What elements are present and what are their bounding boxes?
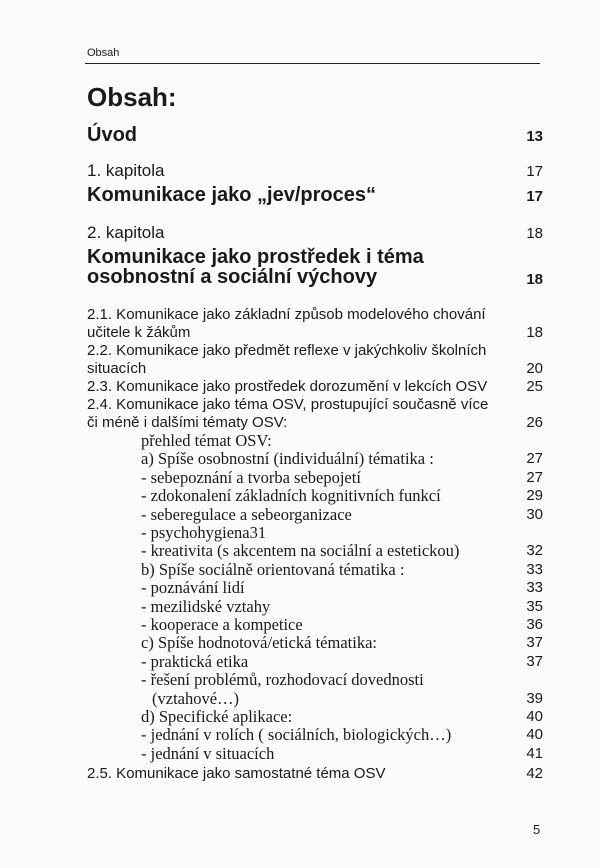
toc-uvod: Úvod (87, 124, 137, 146)
toc-subentry: - jednání v rolích ( sociálních, biologických…) (141, 725, 452, 745)
toc-2-1-line2: učitele k žákům (87, 324, 191, 341)
toc-2-5: 2.5. Komunikace jako samostatné téma OSV (87, 765, 386, 782)
toc-subentry: - kreativita (s akcentem na sociální a estetickou) (141, 541, 460, 561)
toc-subentry: c) Spíše hodnotová/etická tématika: (141, 633, 377, 653)
toc-ch1-title: Komunikace jako „jev/proces“ (87, 184, 377, 206)
toc-subentry-page: 30 (526, 505, 543, 523)
toc-subentry-page: 27 (526, 468, 543, 486)
toc-subentry: - psychohygiena31 (141, 523, 267, 542)
toc-2-4-line2: či méně i dalšími tématy OSV: (87, 414, 288, 431)
toc-subentry-page: 41 (526, 744, 543, 762)
toc-2-4-page: 26 (526, 414, 543, 431)
toc-subentry: d) Specifické aplikace: (141, 707, 293, 726)
toc-2-2-line1: 2.2. Komunikace jako předmět reflexe v jakýchkoliv školních (87, 342, 487, 359)
page-number: 5 (533, 822, 541, 837)
toc-subentry-page: 33 (526, 579, 543, 597)
toc-subentry: - sebepoznání a tvorba sebepojetí (141, 467, 361, 487)
toc-ch1-label: 1. kapitola (87, 161, 165, 180)
toc-ch2-label-page: 18 (526, 225, 543, 242)
toc-subentry: - mezilidské vztahy (141, 596, 271, 616)
toc-subentry-page: 39 (526, 689, 543, 707)
toc-subentry-page: 40 (526, 708, 543, 725)
toc-ch2-title-line1: Komunikace jako prostředek i téma (87, 246, 424, 268)
toc-2-3-page: 25 (526, 378, 543, 395)
toc-subentry-page: 27 (526, 450, 543, 468)
toc-ch2-title-page: 18 (526, 271, 543, 288)
toc-subentry: - poznávání lidí (141, 578, 245, 598)
toc-subentry-page: 37 (526, 652, 543, 670)
toc-subentry-page: 33 (526, 560, 543, 578)
toc-2-1-line1: 2.1. Komunikace jako základní způsob modelového chování (87, 306, 486, 323)
toc-subentry: (vztahové…) (152, 688, 240, 708)
toc-subentry-page: 32 (526, 542, 543, 560)
toc-ch2-title-line2: osobnostní a sociální výchovy (87, 266, 378, 288)
toc-subentry: a) Spíše osobnostní (individuální) tématika : (141, 449, 434, 469)
toc-2-4-line1: 2.4. Komunikace jako téma OSV, prostupující současně více (87, 396, 489, 413)
running-header: Obsah (87, 47, 120, 59)
toc-subentry: - řešení problémů, rozhodovací dovednosti (141, 670, 424, 690)
toc-ch1-title-page: 17 (526, 188, 543, 205)
toc-2-2-page: 20 (526, 360, 543, 377)
page-title: Obsah: (87, 82, 177, 112)
toc-subentry-page: 29 (526, 487, 543, 505)
toc-subentry-page: 37 (526, 634, 543, 652)
toc-uvod-page: 13 (526, 128, 543, 145)
toc-subentry: - kooperace a kompetice (141, 615, 303, 634)
toc-subentry: přehled témat OSV: (141, 431, 272, 450)
toc-subentry-page: 36 (526, 616, 543, 633)
toc-subentry: - zdokonalení základních kognitivních funkcí (141, 486, 441, 506)
toc-subentry: - seberegulace a sebeorganizace (141, 504, 352, 524)
toc-2-3: 2.3. Komunikace jako prostředek dorozumění v lekcích OSV (87, 378, 488, 395)
toc-subentry: - jednání v situacích (141, 743, 275, 763)
toc-ch1-label-page: 17 (526, 163, 543, 180)
toc-ch2-label: 2. kapitola (87, 223, 165, 242)
toc-2-1-page: 18 (526, 324, 543, 341)
toc-subentry-page: 40 (526, 726, 543, 744)
toc-subentry: - praktická etika (141, 651, 249, 671)
header-rule (85, 63, 540, 64)
toc-subentry-page: 35 (526, 597, 543, 615)
toc-2-2-line2: situacích (87, 360, 147, 377)
toc-2-5-page: 42 (526, 765, 543, 782)
toc-subentry: b) Spíše sociálně orientovaná tématika : (141, 559, 405, 579)
